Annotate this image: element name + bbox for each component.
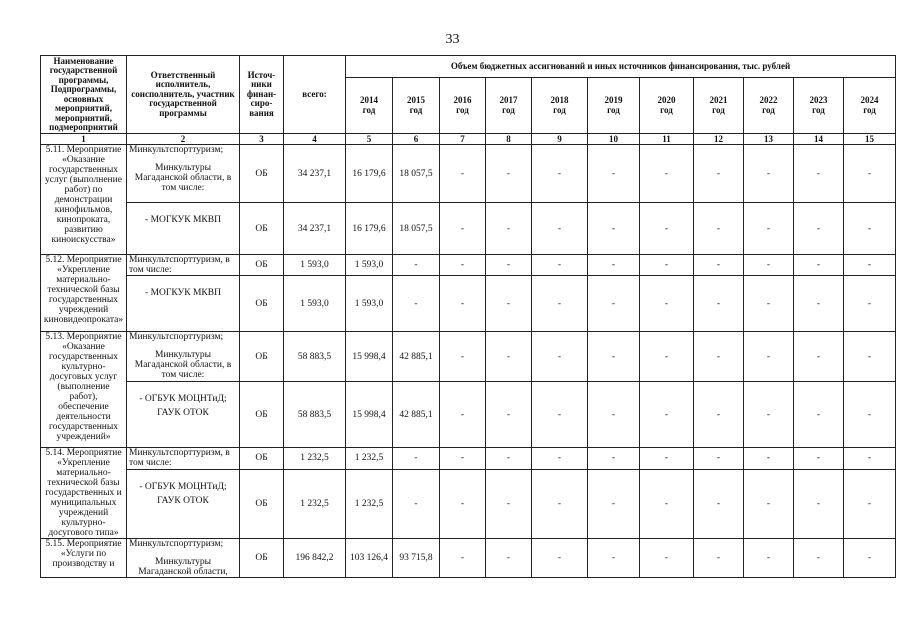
year-2015-cell: 18 057,5 xyxy=(393,203,440,255)
year-cell: - xyxy=(486,203,532,255)
column-index: 9 xyxy=(532,134,588,145)
responsible-cell xyxy=(127,448,240,470)
year-cell: - xyxy=(532,539,588,578)
year-cell: - xyxy=(588,276,640,332)
responsible-org: - МОГКУК МКВП xyxy=(145,288,221,298)
responsible-sub: Минкультуры Магаданской области, xyxy=(138,557,228,577)
table-row xyxy=(41,539,896,578)
year-cell: - xyxy=(844,145,896,203)
year-cell: - xyxy=(486,448,532,470)
year-cell: - xyxy=(640,203,694,255)
financing-table xyxy=(40,55,896,578)
year-cell: - xyxy=(486,145,532,203)
year-cell: - xyxy=(640,382,694,448)
header-total: всего: xyxy=(284,56,346,134)
year-cell: - xyxy=(744,469,794,538)
year-2014-cell: 103 126,4 xyxy=(346,539,393,578)
year-cell: - xyxy=(694,145,744,203)
year-cell: - xyxy=(486,332,532,382)
column-index: 11 xyxy=(640,134,694,145)
year-2014-cell: 16 179,6 xyxy=(346,203,393,255)
header-year: 2014 год xyxy=(346,78,393,134)
year-cell: - xyxy=(844,539,896,578)
year-cell: - xyxy=(588,203,640,255)
responsible-lead: Минкультспорттуризм; xyxy=(129,539,224,549)
year-cell: - xyxy=(486,382,532,448)
year-cell: - xyxy=(440,145,486,203)
column-index: 7 xyxy=(440,134,486,145)
year-2015-cell: - xyxy=(393,448,440,470)
total-cell: 1 232,5 xyxy=(284,469,346,538)
measure-name: 5.14. Мероприятие «Укрепление материально-технической базы государственных и муниципальных учреждений культурно-досугового типа» xyxy=(41,448,127,539)
column-index: 13 xyxy=(744,134,794,145)
header-year: 2019 год xyxy=(588,78,640,134)
year-cell: - xyxy=(794,539,844,578)
year-cell: - xyxy=(640,448,694,470)
year-cell: - xyxy=(588,382,640,448)
year-cell: - xyxy=(588,469,640,538)
year-cell: - xyxy=(694,276,744,332)
table-row xyxy=(41,332,896,382)
header-year: 2021 год xyxy=(694,78,744,134)
year-2014-cell: 1 232,5 xyxy=(346,448,393,470)
year-cell: - xyxy=(532,448,588,470)
table-row xyxy=(41,276,896,332)
year-cell: - xyxy=(744,203,794,255)
year-2015-cell: 42 885,1 xyxy=(393,382,440,448)
responsible-cell xyxy=(127,145,240,203)
year-2014-cell: 15 998,4 xyxy=(346,382,393,448)
year-cell: - xyxy=(794,382,844,448)
year-cell: - xyxy=(694,539,744,578)
column-index: 4 xyxy=(284,134,346,145)
year-cell: - xyxy=(588,448,640,470)
year-cell: - xyxy=(794,145,844,203)
year-cell: - xyxy=(744,448,794,470)
year-cell: - xyxy=(440,539,486,578)
responsible-org: - ОГБУК МОЦНТиД; xyxy=(139,394,227,404)
year-cell: - xyxy=(532,145,588,203)
measure-name: 5.12. Мероприятие «Укрепление материально-технической базы государственных учреждений киновидеопроката» xyxy=(41,255,127,332)
year-cell: - xyxy=(440,276,486,332)
page-number: 33 xyxy=(445,32,460,47)
year-cell: - xyxy=(440,448,486,470)
year-cell: - xyxy=(844,448,896,470)
year-cell: - xyxy=(532,382,588,448)
year-cell: - xyxy=(694,382,744,448)
total-cell: 34 237,1 xyxy=(284,203,346,255)
total-cell: 1 593,0 xyxy=(284,276,346,332)
year-cell: - xyxy=(640,276,694,332)
year-cell: - xyxy=(440,203,486,255)
year-cell: - xyxy=(744,255,794,276)
responsible-lead: Минкультспорттуризм; xyxy=(129,145,224,155)
header-program: Наименование государственной программы, Подпрограммы, основных мероприятий, мероприятий, подмероприятий xyxy=(41,56,127,134)
year-cell: - xyxy=(440,255,486,276)
column-index: 5 xyxy=(346,134,393,145)
year-cell: - xyxy=(640,255,694,276)
header-year: 2022 год xyxy=(744,78,794,134)
table-row xyxy=(41,382,896,448)
table-row xyxy=(41,255,896,276)
year-cell: - xyxy=(844,469,896,538)
source-cell: ОБ xyxy=(240,382,284,448)
year-2015-cell: 18 057,5 xyxy=(393,145,440,203)
year-cell: - xyxy=(844,382,896,448)
year-cell: - xyxy=(486,539,532,578)
responsible-cell xyxy=(127,203,240,255)
year-cell: - xyxy=(640,469,694,538)
header-year: 2016 год xyxy=(440,78,486,134)
year-cell: - xyxy=(794,469,844,538)
responsible-sub: Минкультуры Магаданской области, в том числе: xyxy=(134,350,232,380)
year-2015-cell: 93 715,8 xyxy=(393,539,440,578)
header-year: 2020 год xyxy=(640,78,694,134)
responsible-cell xyxy=(127,382,240,448)
column-index: 2 xyxy=(127,134,240,145)
total-cell: 58 883,5 xyxy=(284,382,346,448)
year-cell: - xyxy=(588,539,640,578)
responsible-cell xyxy=(127,276,240,332)
year-cell: - xyxy=(440,332,486,382)
year-cell: - xyxy=(794,203,844,255)
header-year: 2024 год xyxy=(844,78,896,134)
year-cell: - xyxy=(794,276,844,332)
year-cell: - xyxy=(588,255,640,276)
responsible-org: - ОГБУК МОЦНТиД; xyxy=(139,481,227,492)
year-cell: - xyxy=(640,539,694,578)
year-2014-cell: 1 232,5 xyxy=(346,469,393,538)
year-cell: - xyxy=(532,203,588,255)
source-cell: ОБ xyxy=(240,203,284,255)
year-cell: - xyxy=(744,539,794,578)
year-cell: - xyxy=(486,469,532,538)
year-2015-cell: - xyxy=(393,276,440,332)
table-row xyxy=(41,203,896,255)
year-cell: - xyxy=(532,332,588,382)
responsible-cell xyxy=(127,255,240,276)
year-cell: - xyxy=(844,276,896,332)
year-cell: - xyxy=(744,276,794,332)
year-2014-cell: 1 593,0 xyxy=(346,276,393,332)
column-index: 3 xyxy=(240,134,284,145)
header-year: 2018 год xyxy=(532,78,588,134)
year-cell: - xyxy=(844,255,896,276)
year-cell: - xyxy=(844,332,896,382)
source-cell: ОБ xyxy=(240,276,284,332)
year-cell: - xyxy=(694,203,744,255)
source-cell: ОБ xyxy=(240,255,284,276)
responsible-cell xyxy=(127,332,240,382)
header-sources: Источ-ники финан-сиро-вания xyxy=(240,56,284,134)
responsible-cell xyxy=(127,469,240,538)
table-row xyxy=(41,469,896,538)
year-2014-cell: 1 593,0 xyxy=(346,255,393,276)
year-2015-cell: - xyxy=(393,255,440,276)
responsible-lead: Минкультспорттуризм, в том числе: xyxy=(129,255,230,275)
year-cell: - xyxy=(744,382,794,448)
year-cell: - xyxy=(694,448,744,470)
total-cell: 58 883,5 xyxy=(284,332,346,382)
column-index: 6 xyxy=(393,134,440,145)
year-2014-cell: 15 998,4 xyxy=(346,332,393,382)
year-cell: - xyxy=(532,469,588,538)
column-index: 12 xyxy=(694,134,744,145)
year-cell: - xyxy=(794,448,844,470)
total-cell: 196 842,2 xyxy=(284,539,346,578)
responsible-lead: Минкультспорттуризм; xyxy=(129,332,224,342)
year-cell: - xyxy=(744,145,794,203)
year-cell: - xyxy=(440,382,486,448)
source-cell: ОБ xyxy=(240,448,284,470)
year-cell: - xyxy=(694,332,744,382)
year-cell: - xyxy=(640,332,694,382)
responsible-org: - МОГКУК МКВП xyxy=(145,215,221,225)
year-cell: - xyxy=(844,203,896,255)
source-cell: ОБ xyxy=(240,539,284,578)
column-index: 14 xyxy=(794,134,844,145)
header-group: Объем бюджетных ассигнований и иных источников финансирования, тыс. рублей xyxy=(346,56,896,78)
header-responsible: Ответственный исполнитель, соисполнитель, участник государственной программы xyxy=(127,56,240,134)
source-cell: ОБ xyxy=(240,469,284,538)
measure-name: 5.13. Мероприятие «Оказание государственных культурно-досуговых услуг (выполнение работ), обеспечение деятельности государственных учреждений» xyxy=(41,332,127,448)
table-row xyxy=(41,448,896,470)
year-cell: - xyxy=(532,276,588,332)
year-2015-cell: - xyxy=(393,469,440,538)
year-cell: - xyxy=(794,255,844,276)
column-index: 10 xyxy=(588,134,640,145)
header-year: 2015 год xyxy=(393,78,440,134)
responsible-org: ГАУК ОТОК xyxy=(157,408,209,418)
year-cell: - xyxy=(532,255,588,276)
responsible-org: ГАУК ОТОК xyxy=(157,495,209,506)
total-cell: 1 232,5 xyxy=(284,448,346,470)
measure-name: 5.11. Мероприятие «Оказание государственных услуг (выполнение работ) по демонстрации кинофильмов, кинопроката, развитию киноискусства» xyxy=(41,145,127,255)
total-cell: 1 593,0 xyxy=(284,255,346,276)
total-cell: 34 237,1 xyxy=(284,145,346,203)
year-cell: - xyxy=(640,145,694,203)
year-cell: - xyxy=(744,332,794,382)
column-index: 8 xyxy=(486,134,532,145)
column-index: 15 xyxy=(844,134,896,145)
year-cell: - xyxy=(588,145,640,203)
source-cell: ОБ xyxy=(240,145,284,203)
year-cell: - xyxy=(588,332,640,382)
measure-name: 5.15. Мероприятие «Услуги по производству и xyxy=(41,539,127,578)
year-cell: - xyxy=(486,255,532,276)
table-row xyxy=(41,145,896,203)
responsible-cell xyxy=(127,539,240,578)
year-cell: - xyxy=(794,332,844,382)
responsible-sub: Минкультуры Магаданской области, в том числе: xyxy=(134,163,232,193)
header-year: 2017 год xyxy=(486,78,532,134)
year-cell: - xyxy=(486,276,532,332)
header-year: 2023 год xyxy=(794,78,844,134)
year-cell: - xyxy=(694,255,744,276)
year-cell: - xyxy=(694,469,744,538)
year-2014-cell: 16 179,6 xyxy=(346,145,393,203)
year-cell: - xyxy=(440,469,486,538)
year-2015-cell: 42 885,1 xyxy=(393,332,440,382)
source-cell: ОБ xyxy=(240,332,284,382)
responsible-lead: Минкультспорттуризм, в том числе: xyxy=(129,448,230,468)
column-index: 1 xyxy=(41,134,127,145)
